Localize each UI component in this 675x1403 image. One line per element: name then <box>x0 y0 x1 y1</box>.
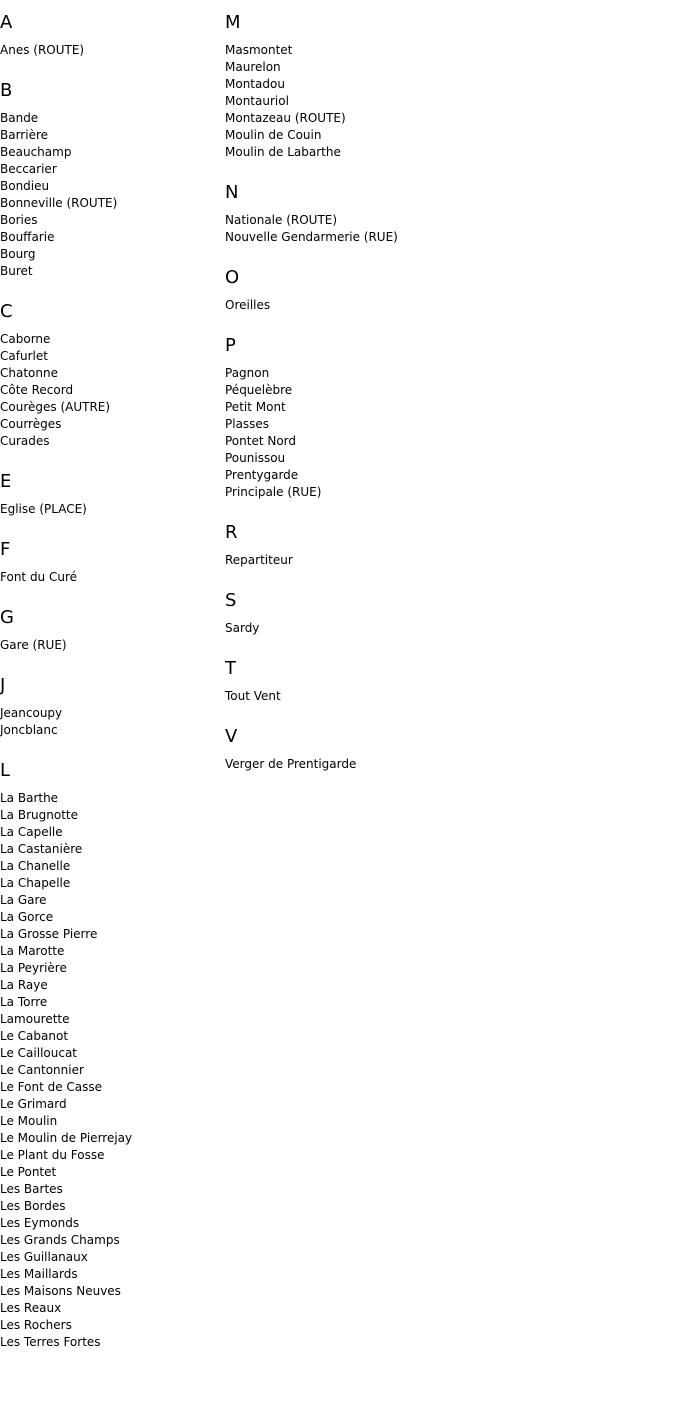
letter-group <box>225 12 525 161</box>
street-item: Le Pontet <box>0 1165 57 1179</box>
street-item: Tout Vent <box>225 689 281 703</box>
street-item: Bourg <box>0 247 36 261</box>
street-item: La Gorce <box>0 910 54 924</box>
letter-heading: F <box>0 539 11 560</box>
street-list <box>0 569 210 586</box>
street-item: Maurelon <box>225 60 281 74</box>
street-item: La Grosse Pierre <box>0 927 98 941</box>
letter-heading: N <box>225 182 239 203</box>
street-item: Cafurlet <box>0 349 48 363</box>
street-item: Courrèges <box>0 417 62 431</box>
street-item: Beccarier <box>0 162 57 176</box>
letter-group <box>225 182 525 246</box>
street-item: Joncblanc <box>0 723 58 737</box>
street-item: Courèges (AUTRE) <box>0 400 111 414</box>
street-item: Bories <box>0 213 38 227</box>
street-item: Caborne <box>0 332 51 346</box>
street-item: Le Font de Casse <box>0 1080 103 1094</box>
letter-group <box>0 471 210 518</box>
street-item: La Capelle <box>0 825 63 839</box>
letter-heading: L <box>0 760 11 781</box>
street-item: Le Moulin <box>0 1114 58 1128</box>
street-item: Pontet Nord <box>225 434 297 448</box>
street-item: Bondieu <box>0 179 50 193</box>
street-item: La Torre <box>0 995 48 1009</box>
letter-group <box>225 658 525 705</box>
letter-group <box>0 675 210 739</box>
letter-heading: C <box>0 301 13 322</box>
letter-heading: P <box>225 335 236 356</box>
street-list <box>225 365 525 501</box>
street-item: Prentygarde <box>225 468 299 482</box>
street-item: Les Eymonds <box>0 1216 80 1230</box>
street-item: Jeancoupy <box>0 706 63 720</box>
letter-heading: B <box>0 80 13 101</box>
letter-heading: T <box>225 658 236 679</box>
street-item: Bonneville (ROUTE) <box>0 196 118 210</box>
letter-group <box>0 80 210 280</box>
street-list <box>225 42 525 161</box>
street-item: Montauriol <box>225 94 289 108</box>
street-list <box>0 42 210 59</box>
letter-group <box>225 590 525 637</box>
street-item: Les Rochers <box>0 1318 72 1332</box>
street-item: Eglise (PLACE) <box>0 502 87 516</box>
street-item: Font du Curé <box>0 570 78 584</box>
street-index-column-left <box>0 12 210 1372</box>
street-item: La Barthe <box>0 791 59 805</box>
street-item: Le Cabanot <box>0 1029 69 1043</box>
letter-heading: O <box>225 267 240 288</box>
letter-heading: A <box>0 12 13 33</box>
street-item: Petit Mont <box>225 400 286 414</box>
street-item: Le Cantonnier <box>0 1063 84 1077</box>
street-list <box>225 212 525 246</box>
street-list <box>225 756 525 773</box>
street-item: Verger de Prentigarde <box>225 757 357 771</box>
street-list <box>225 297 525 314</box>
street-item: La Peyrière <box>0 961 67 975</box>
street-item: Pagnon <box>225 366 270 380</box>
street-item: Le Cailloucat <box>0 1046 78 1060</box>
letter-group <box>225 726 525 773</box>
street-item: Oreilles <box>225 298 271 312</box>
street-item: Le Grimard <box>0 1097 67 1111</box>
street-item: Pounissou <box>225 451 286 465</box>
street-item: Péquelèbre <box>225 383 293 397</box>
street-item: La Brugnotte <box>0 808 78 822</box>
street-item: Les Reaux <box>0 1301 62 1315</box>
street-item: Montadou <box>225 77 285 91</box>
street-item: La Castanière <box>0 842 83 856</box>
letter-heading: S <box>225 590 237 611</box>
letter-heading: V <box>225 726 238 747</box>
street-item: Les Maisons Neuves <box>0 1284 121 1298</box>
street-item: Moulin de Couin <box>225 128 322 142</box>
street-item: La Gare <box>0 893 47 907</box>
street-item: Gare (RUE) <box>0 638 67 652</box>
letter-heading: M <box>225 12 241 33</box>
street-list <box>225 552 525 569</box>
street-item: Masmontet <box>225 43 293 57</box>
street-list <box>0 331 210 450</box>
letter-heading: E <box>0 471 12 492</box>
letter-heading: J <box>0 675 6 696</box>
street-list <box>0 501 210 518</box>
letter-group <box>0 760 210 1351</box>
street-item: La Chapelle <box>0 876 71 890</box>
street-list <box>0 110 210 280</box>
street-item: Lamourette <box>0 1012 70 1026</box>
street-item: Nationale (ROUTE) <box>225 213 338 227</box>
street-item: Les Terres Fortes <box>0 1335 101 1349</box>
street-item: Les Grands Champs <box>0 1233 120 1247</box>
street-item: Buret <box>0 264 33 278</box>
street-item: La Chanelle <box>0 859 71 873</box>
letter-heading: R <box>225 522 238 543</box>
street-item: Les Bordes <box>0 1199 66 1213</box>
street-list <box>0 705 210 739</box>
street-item: Curades <box>0 434 50 448</box>
street-item: Les Bartes <box>0 1182 63 1196</box>
street-list <box>225 620 525 637</box>
street-item: Le Moulin de Pierrejay <box>0 1131 133 1145</box>
street-item: Sardy <box>225 621 260 635</box>
street-list <box>0 790 210 1351</box>
street-item: Le Plant du Fosse <box>0 1148 105 1162</box>
letter-group <box>0 301 210 450</box>
street-item: Repartiteur <box>225 553 293 567</box>
street-item: Plasses <box>225 417 270 431</box>
letter-group <box>225 522 525 569</box>
street-item: Bande <box>0 111 39 125</box>
street-item: Côte Record <box>0 383 74 397</box>
street-item: Les Guillanaux <box>0 1250 88 1264</box>
street-item: La Raye <box>0 978 48 992</box>
street-item: Nouvelle Gendarmerie (RUE) <box>225 230 398 244</box>
letter-group <box>0 607 210 654</box>
street-list <box>0 637 210 654</box>
street-item: Moulin de Labarthe <box>225 145 341 159</box>
street-item: Bouffarie <box>0 230 55 244</box>
street-item: Beauchamp <box>0 145 72 159</box>
letter-heading: G <box>0 607 14 628</box>
street-item: Les Maillards <box>0 1267 78 1281</box>
street-item: Principale (RUE) <box>225 485 322 499</box>
letter-group <box>0 12 210 59</box>
letter-group <box>225 267 525 314</box>
letter-group <box>225 335 525 501</box>
letter-group <box>0 539 210 586</box>
street-list <box>225 688 525 705</box>
street-index-column-right <box>225 12 525 794</box>
street-item: Montazeau (ROUTE) <box>225 111 346 125</box>
street-item: Barrière <box>0 128 49 142</box>
street-item: Chatonne <box>0 366 58 380</box>
street-item: La Marotte <box>0 944 65 958</box>
street-item: Anes (ROUTE) <box>0 43 85 57</box>
